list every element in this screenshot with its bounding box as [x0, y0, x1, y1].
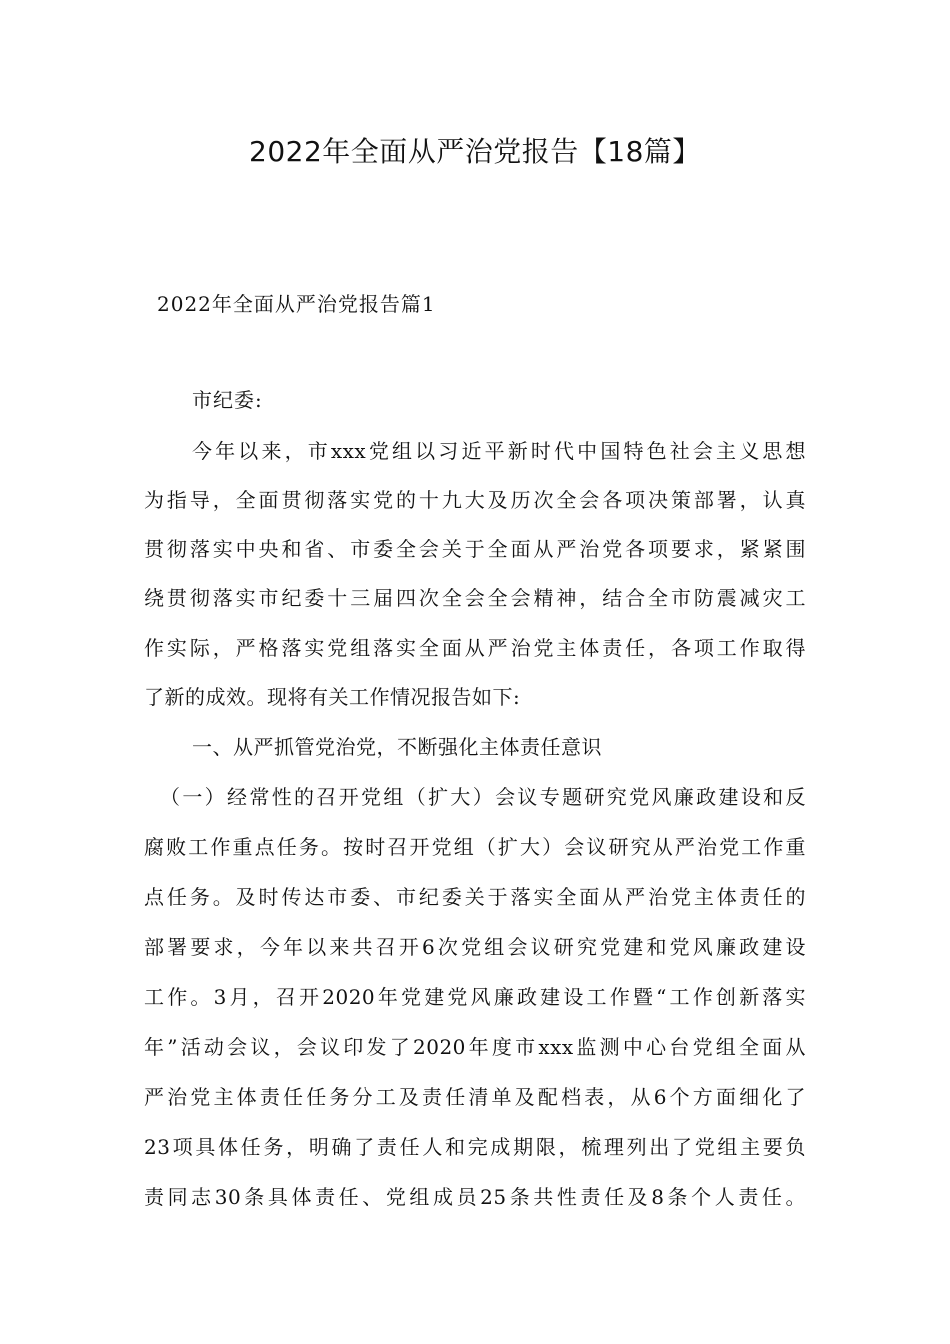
paragraph-line: 点任务。及时传达市委、市纪委关于落实全面从严治党主体责任的 [144, 885, 806, 909]
paragraph-line: 今年以来，市xxx党组以习近平新时代中国特色社会主义思想 [192, 439, 806, 463]
subsection-heading: 一、从严抓管党治党，不断强化主体责任意识 [192, 735, 602, 759]
paragraph-line: 部署要求，今年以来共召开6次党组会议研究党建和党风廉政建设 [144, 935, 806, 959]
paragraph-line: 腐败工作重点任务。按时召开党组（扩大）会议研究从严治党工作重 [144, 835, 806, 859]
paragraph-line: 作实际，严格落实党组落实全面从严治党主体责任，各项工作取得 [144, 636, 806, 660]
paragraph-line: 工作。3月，召开2020年党建党风廉政建设工作暨“工作创新落实 [144, 985, 806, 1009]
paragraph-line: 绕贯彻落实市纪委十三届四次全会全会精神，结合全市防震减灾工 [144, 586, 806, 610]
paragraph-line: 了新的成效。现将有关工作情况报告如下: [144, 685, 521, 709]
paragraph-line: 年”活动会议，会议印发了2020年度市xxx监测中心台党组全面从 [144, 1035, 806, 1059]
salutation: 市纪委: [192, 388, 263, 412]
paragraph-line: 贯彻落实中央和省、市委全会关于全面从严治党各项要求，紧紧围 [144, 537, 806, 561]
paragraph-line: 为指导，全面贯彻落实党的十九大及历次全会各项决策部署，认真 [144, 488, 806, 512]
paragraph-line: （一）经常性的召开党组（扩大）会议专题研究党风廉政建设和反 [160, 785, 806, 809]
paragraph-line: 23项具体任务，明确了责任人和完成期限，梳理列出了党组主要负 [144, 1135, 806, 1159]
paragraph-line: 严治党主体责任任务分工及责任清单及配档表，从6个方面细化了 [144, 1085, 806, 1109]
document-title: 2022年全面从严治党报告【18篇】 [249, 135, 701, 168]
paragraph-line: 责同志30条具体责任、党组成员25条共性责任及8条个人责任。 [144, 1185, 806, 1209]
section-heading: 2022年全面从严治党报告篇1 [157, 292, 436, 316]
